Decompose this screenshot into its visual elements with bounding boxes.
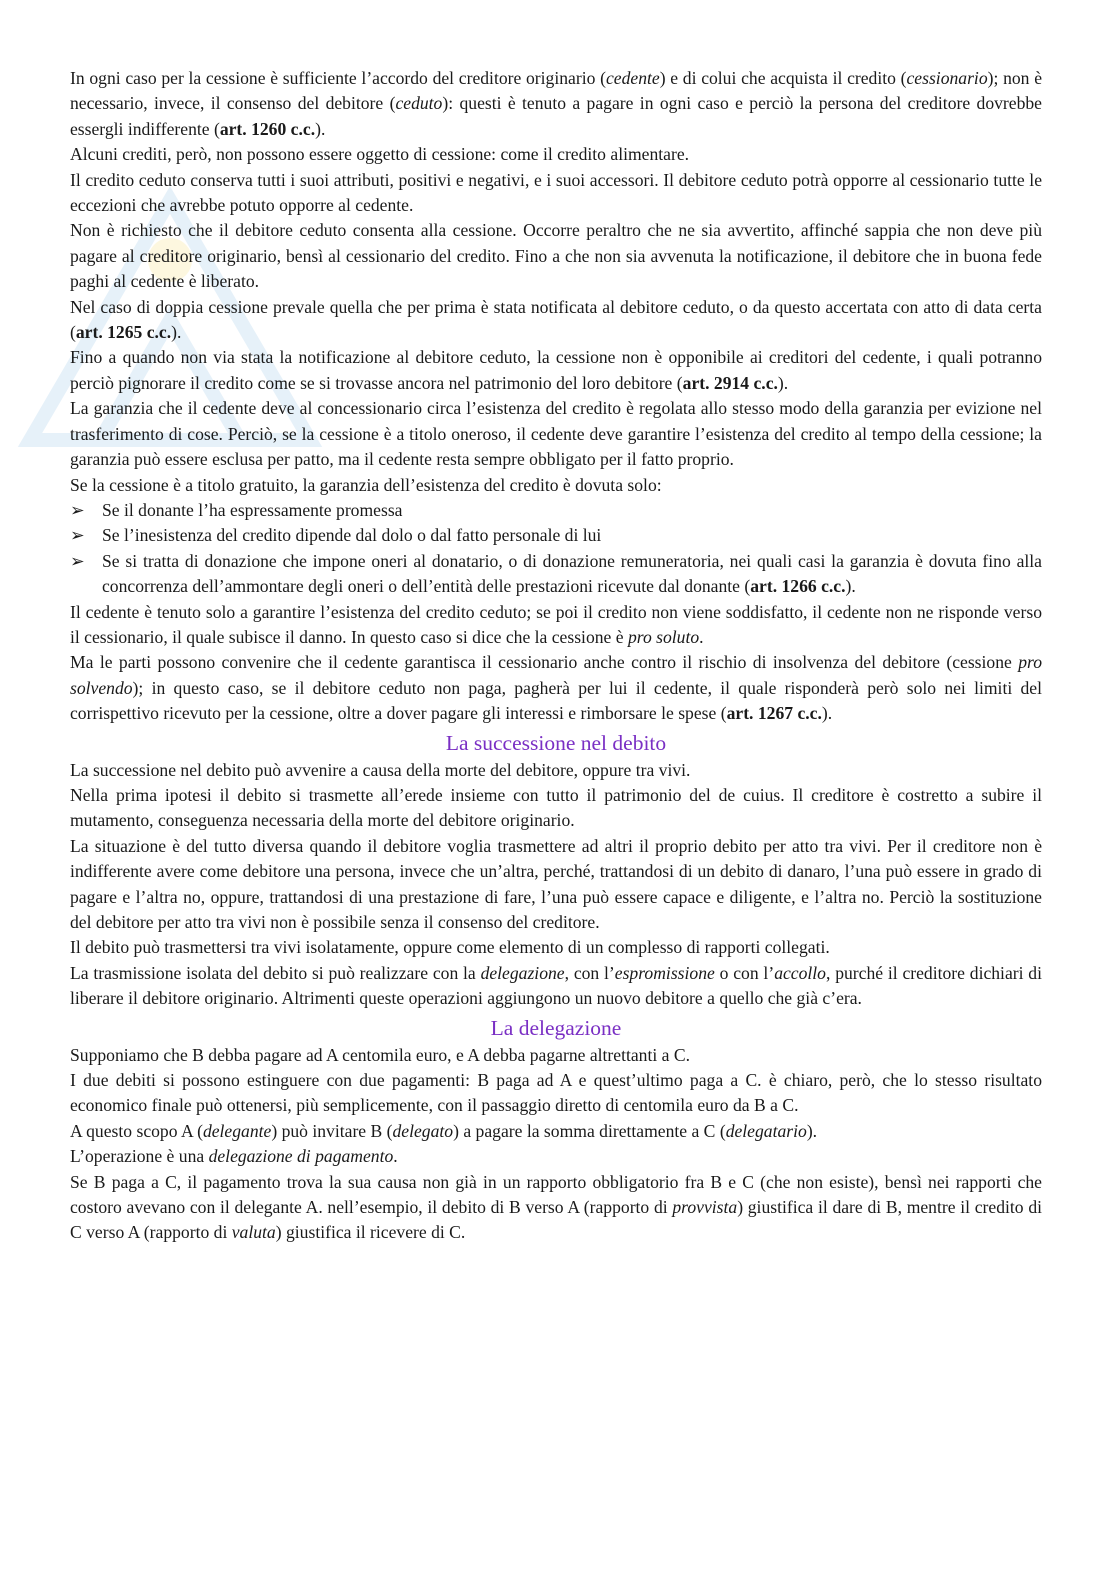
text-run: Se l’inesistenza del credito dipende dal dolo o dal fatto personale di lui <box>102 525 602 546</box>
text-run: ) e di colui che acquista il credito ( <box>659 68 907 88</box>
italic-term: cessionario <box>906 68 988 88</box>
paragraph <box>70 1170 1042 1246</box>
text-run: Se la cessione è a titolo gratuito, la garanzia dell’esistenza del credito è dovuta solo: <box>70 474 662 495</box>
text-run: Non è richiesto che il debitore ceduto consenta alla cessione. Occorre peraltro che ne sia avvertito, affinché sappia che non deve più pagare al creditore originario, bensì al cessionario del credito. Fino a che non sia avvenuta la notificazione, il debitore che in buona fede paghi al cedente è liberato. <box>70 220 1042 292</box>
text-run: Nel caso di doppia cessione prevale quella che per prima è stata notificata al debitore ceduto, o da questo accertata con atto di data certa ( <box>70 296 1042 343</box>
text-run: A questo scopo A ( <box>70 1120 203 1141</box>
italic-term: accollo <box>774 962 826 983</box>
text-run: ) può invitare B ( <box>271 1120 393 1141</box>
paragraph <box>70 758 1042 783</box>
italic-term: delegazione di pagamento <box>208 1146 394 1167</box>
italic-term: provvista <box>672 1197 738 1218</box>
text-run: Il credito ceduto conserva tutti i suoi attributi, positivi e negativi, e i suoi accessori. Il debitore ceduto potrà opporre al cessionario tutte le eccezioni che avrebbe potuto opporre al cedente. <box>70 169 1042 216</box>
paragraph <box>70 1043 1042 1068</box>
paragraph <box>70 650 1042 726</box>
text-run: Ma le parti possono convenire che il cedente garantisca il cessionario anche contro il rischio di insolvenza del debitore (cessione <box>70 652 1019 673</box>
arrow-bullet-icon: ➢ <box>70 525 85 546</box>
text-run: La garanzia che il cedente deve al concessionario circa l’esistenza del credito è regolata allo stesso modo della garanzia per evizione nel trasferimento di cose. Perciò, se la cessione è a titolo oneroso, il cedente deve garantire l’esistenza del credito al tempo della cessione; la garanzia può essere esclusa per patto, ma il cedente resta sempre obbligato per il fatto proprio. <box>70 398 1042 470</box>
list-item <box>70 498 1042 523</box>
text-run: ). <box>845 576 856 597</box>
text-run: ); non è necessario, invece, il consenso del debitore ( <box>70 68 1043 114</box>
paragraph <box>70 345 1042 396</box>
paragraph <box>70 66 1042 142</box>
italic-term: delegazione <box>480 962 565 983</box>
text-run: Supponiamo che B debba pagare ad A centomila euro, e A debba pagarne altrettanti a C. <box>70 1044 690 1065</box>
text-run: ). <box>315 118 326 139</box>
text-run: Fino a quando non via stata la notificazione al debitore ceduto, la cessione non è opponibile ai creditori del cedente, i quali potranno perciò pignorare il credito come se si trovasse ancora nel patrimonio del loro debitore ( <box>70 347 1042 393</box>
text-run: Se si tratta di donazione che impone oneri al donatario, o di donazione remuneratoria, nei quali casi la garanzia è dovuta fino alla concorrenza dell’ammontare degli oneri o dell’entità delle prestazioni ricevute dal donante ( <box>102 550 1042 597</box>
article-reference: art. 1266 c.c. <box>750 576 846 597</box>
text-run: . <box>393 1146 398 1167</box>
section-heading-delegazione: La delegazione <box>490 1015 622 1040</box>
text-run: Il debito può trasmettersi tra vivi isolatamente, oppure come elemento di un complesso di rapporti collegati. <box>70 937 830 958</box>
text-run: Nella prima ipotesi il debito si trasmette all’erede insieme con tutto il patrimonio del de cuius. Il creditore è costretto a subire il mutamento, conseguenza necessaria della morte del debitore originario. <box>70 784 1042 831</box>
bullet-list <box>70 498 1042 600</box>
italic-term: ceduto <box>395 93 443 114</box>
list-item <box>70 523 1042 548</box>
italic-term: espromissione <box>614 962 715 983</box>
section-heading-successione: La successione nel debito <box>445 730 667 755</box>
paragraph <box>70 168 1042 219</box>
italic-term: pro solvendo <box>70 652 1042 698</box>
italic-term: delegato <box>392 1120 454 1141</box>
paragraph <box>70 961 1042 1012</box>
text-run: Alcuni crediti, però, non possono essere oggetto di cessione: come il credito alimentare. <box>70 144 690 165</box>
text-run: Se il donante l’ha espressamente promessa <box>102 499 403 520</box>
text-run: La situazione è del tutto diversa quando il debitore voglia trasmettere ad altri il proprio debito per atto tra vivi. Per il creditore non è indifferente avere come debitore una persona, invece che un’altra, perché, trattandosi di un debito di danaro, l’una può essere in grado di pagare e l’altra no, oppure, trattandosi di una prestazione di fare, l’una può essere capace e diligente, e l’altra no. Perciò la sostituzione del debitore per atto tra vivi non è possibile senza il consenso del creditore. <box>70 835 1042 932</box>
paragraph <box>70 142 1042 167</box>
arrow-bullet-icon: ➢ <box>70 550 85 571</box>
paragraph <box>70 396 1042 472</box>
text-run: ); in questo caso, se il debitore ceduto non paga, pagherà per lui il cedente, il quale risponderà però solo nei limiti del corrispettivo ricevuto per la cessione, oltre a dover pagare gli interessi e rimborsare le spese ( <box>70 677 1042 724</box>
text-run: ) giustifica il dare di B, mentre il credito di C verso A (rapporto di <box>70 1197 1043 1243</box>
paragraph <box>70 473 1042 498</box>
article-reference: art. 2914 c.c. <box>682 372 778 393</box>
arrow-bullet-icon: ➢ <box>70 499 85 520</box>
text-run: . <box>699 626 704 647</box>
paragraph <box>70 218 1042 294</box>
paragraph <box>70 1144 1042 1169</box>
text-run: ) giustifica il ricevere di C. <box>275 1222 466 1243</box>
italic-term: pro soluto <box>627 626 700 647</box>
article-reference: art. 1265 c.c. <box>75 322 172 343</box>
paragraph <box>70 1119 1042 1144</box>
article-reference: art. 1260 c.c. <box>219 118 316 139</box>
italic-term: cedente <box>605 68 660 88</box>
article-reference: art. 1267 c.c. <box>726 703 822 724</box>
italic-term: delegante <box>202 1120 272 1141</box>
text-run: ). <box>821 703 833 724</box>
paragraph <box>70 600 1042 651</box>
paragraph <box>70 1068 1042 1119</box>
text-run: ). <box>777 372 789 393</box>
text-run: La trasmissione isolata del debito si può realizzare con la <box>70 962 481 983</box>
text-run: o con l’ <box>714 962 775 983</box>
italic-term: valuta <box>231 1222 276 1243</box>
text-run: L’operazione è una <box>70 1146 209 1167</box>
text-run: , purché il creditore dichiari di liberare il debitore originario. Altrimenti queste operazioni aggiungono un nuovo debitore a quello che già c’era. <box>70 962 1042 1009</box>
paragraph <box>70 834 1042 936</box>
text-run: Se B paga a C, il pagamento trova la sua causa non già in un rapporto obbligatorio fra B e C (che non esiste), bensì nei rapporti che costoro avevano con il delegante A. nell’esempio, il debito di B verso A (rapporto di <box>70 1171 1042 1218</box>
text-run: La successione nel debito può avvenire a causa della morte del debitore, oppure tra vivi. <box>70 759 691 780</box>
text-run: ). <box>171 322 182 343</box>
paragraph <box>70 935 1042 960</box>
text-run: I due debiti si possono estinguere con due pagamenti: B paga ad A e quest’ultimo paga a C. è chiaro, però, che lo stesso risultato economico finale può ottenersi, più semplicemente, con il passaggio diretto di centomila euro da B a C. <box>70 1070 1042 1116</box>
text-run: , con l’ <box>564 962 615 983</box>
document-page <box>70 66 1042 1246</box>
text-run: ). <box>806 1120 818 1141</box>
text-run: In ogni caso per la cessione è sufficiente l’accordo del creditore originario ( <box>70 68 606 88</box>
italic-term: delegatario <box>725 1120 807 1141</box>
list-item <box>70 549 1042 600</box>
paragraph <box>70 783 1042 834</box>
text-run: ) a pagare la somma direttamente a C ( <box>453 1120 726 1141</box>
paragraph <box>70 295 1042 346</box>
text-run: Il cedente è tenuto solo a garantire l’esistenza del credito ceduto; se poi il credito non viene soddisfatto, il cedente non ne risponde verso il cessionario, il quale subisce il danno. In questo caso si dice che la cessione è <box>70 601 1042 647</box>
text-run: ): questi è tenuto a pagare in ogni caso e perciò la persona del creditore dovrebbe essergli indifferente ( <box>70 93 1042 139</box>
